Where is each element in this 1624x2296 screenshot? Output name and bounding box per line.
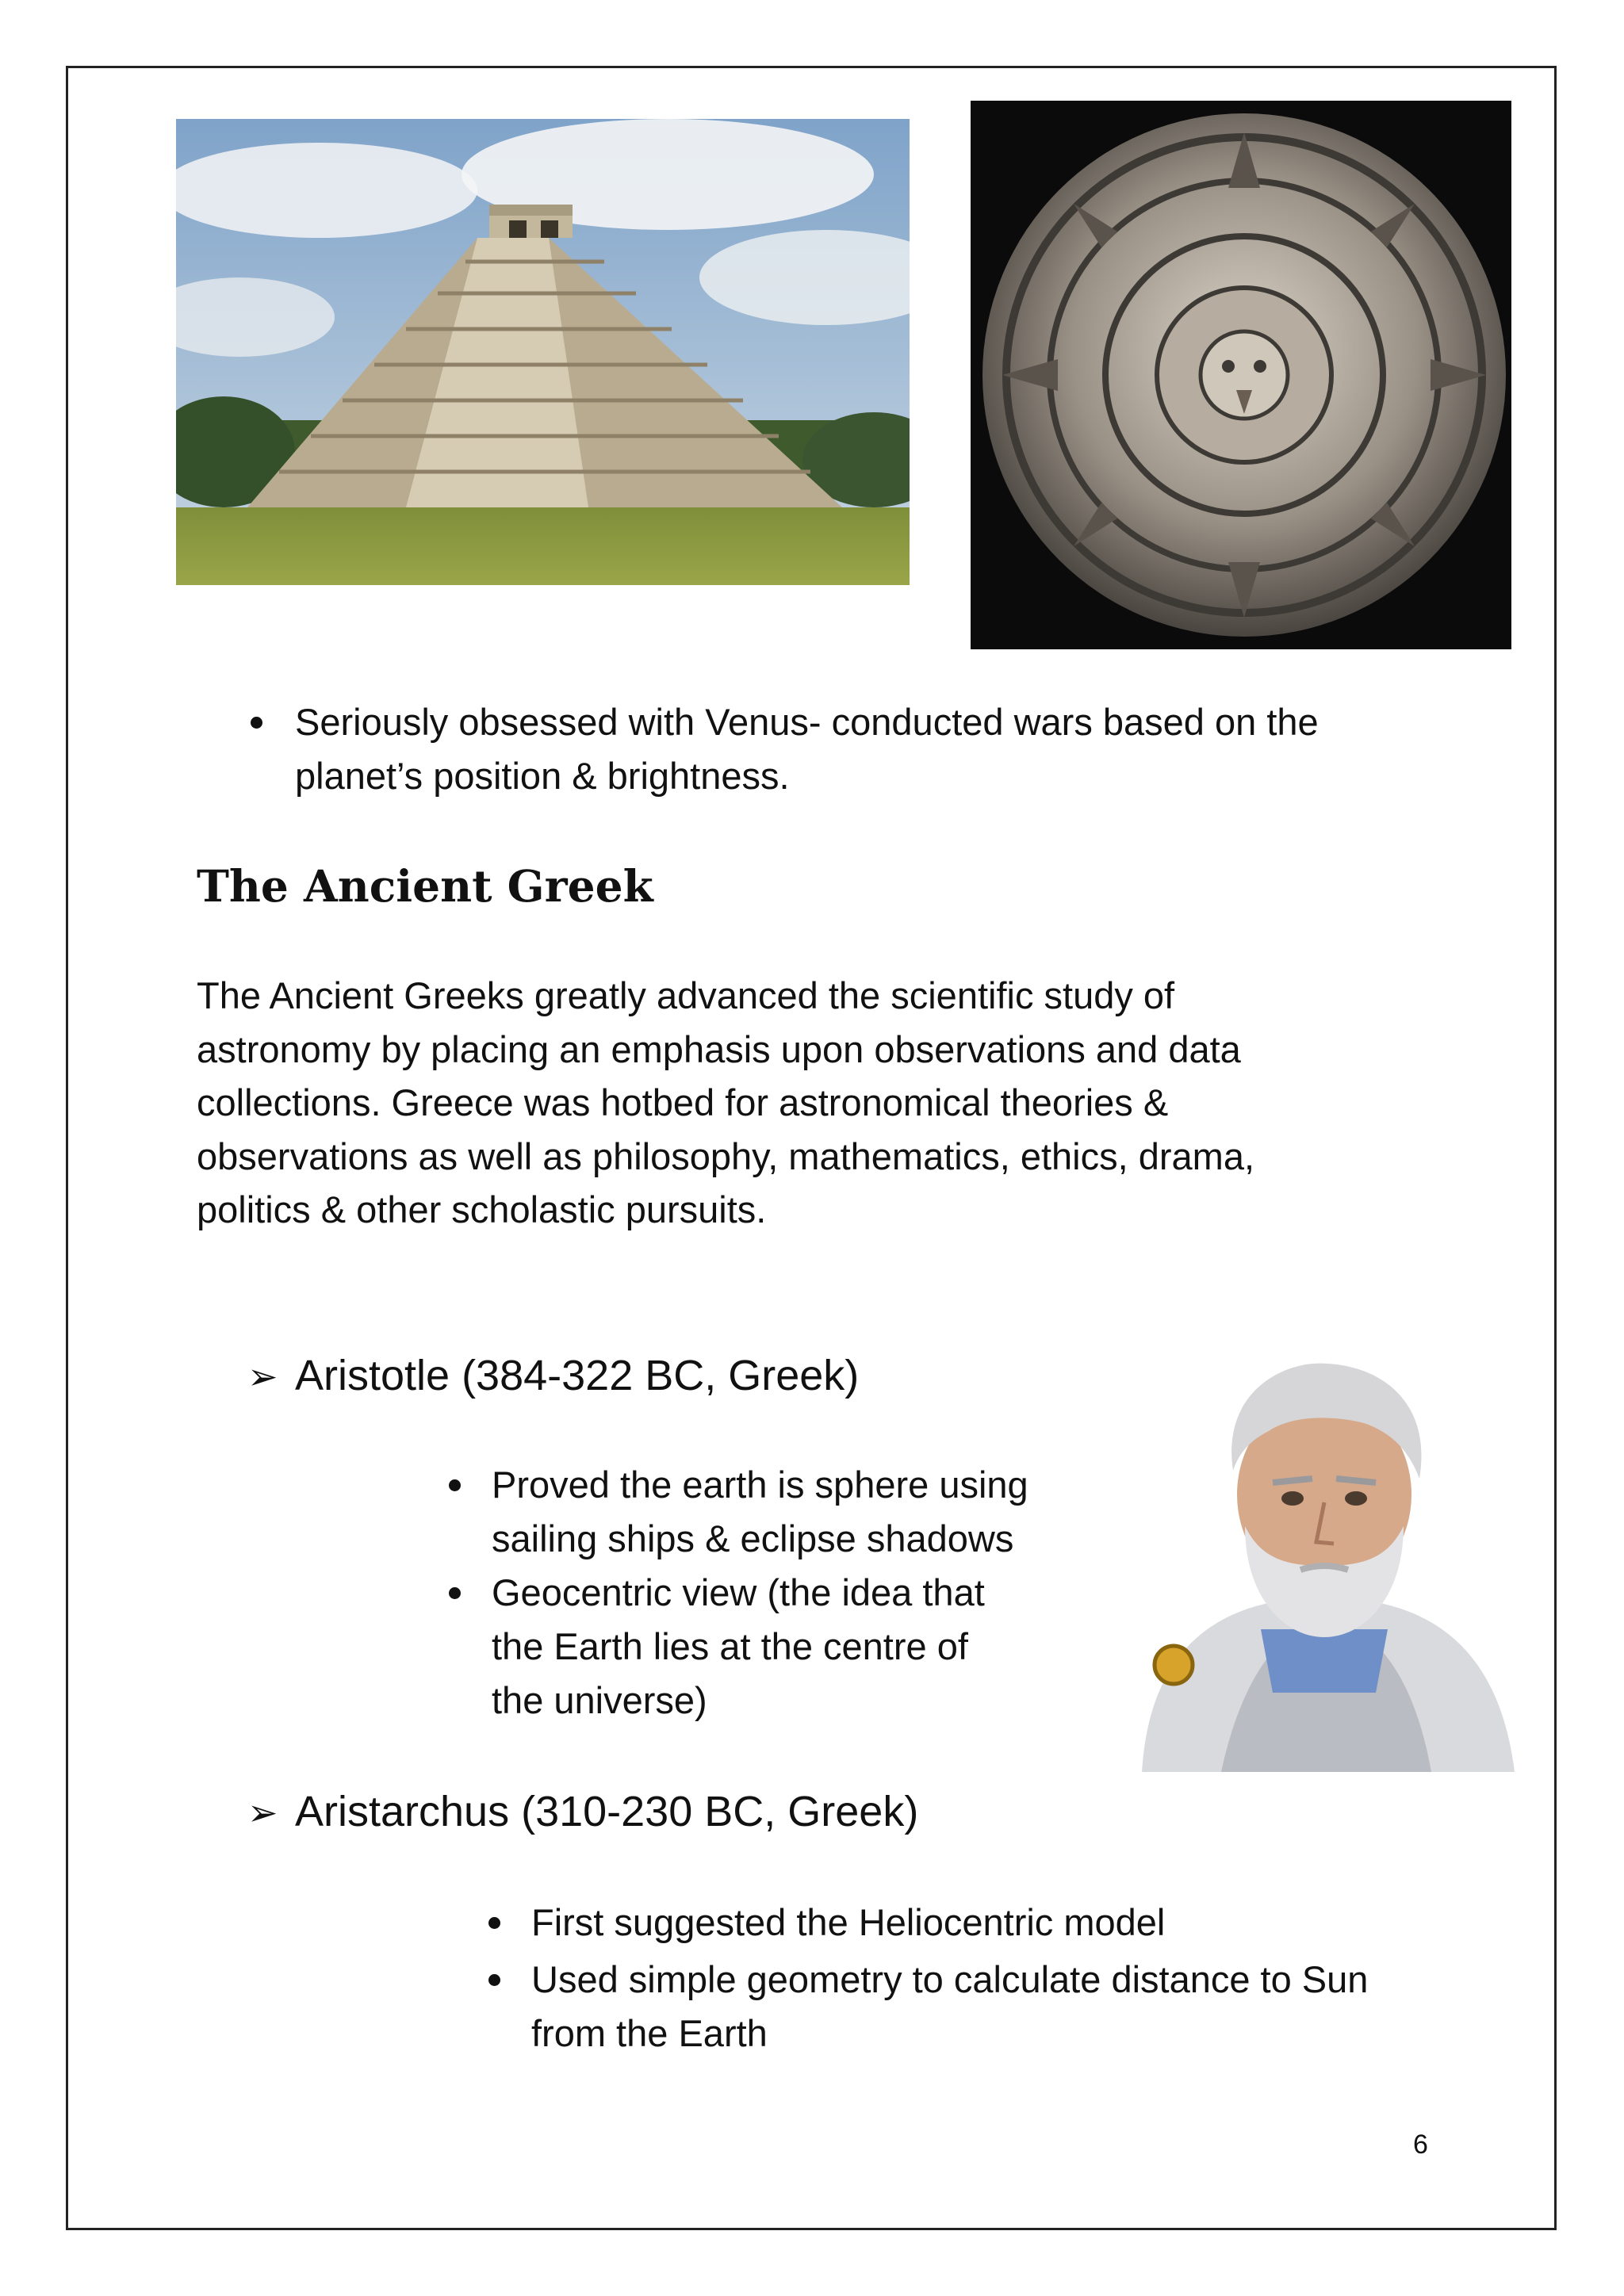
section-heading: The Ancient Greek	[197, 860, 653, 912]
aristarchus-bullet-2	[531, 1953, 1368, 2061]
text-line: observations as well as philosophy, mathematics, ethics, drama,	[197, 1135, 1255, 1177]
text-line: astronomy by placing an emphasis upon observations and data	[197, 1027, 1241, 1070]
aristarchus-heading: Aristarchus (310-230 BC, Greek)	[295, 1788, 919, 1835]
aristotle-bullet-1	[492, 1458, 1028, 1566]
bullet-marker	[449, 1479, 461, 1491]
bullet-marker	[488, 1974, 500, 1986]
text-line: collections. Greece was hotbed for astronomical theories &	[197, 1081, 1169, 1123]
aristotle-bullet-2	[492, 1566, 985, 1728]
aristotle-bust-illustration	[1126, 1360, 1526, 1804]
intro-paragraph	[197, 969, 1465, 1237]
text-line: Geocentric view (the idea that	[492, 1571, 985, 1613]
venus-bullet-text	[295, 695, 1319, 803]
pyramid-photo	[176, 119, 910, 585]
text-line: from the Earth	[531, 2012, 768, 2054]
text-line: First suggested the Heliocentric model	[531, 1901, 1166, 1943]
text-line: sailing ships & eclipse shadows	[492, 1517, 1014, 1559]
aristotle-heading: Aristotle (384-322 BC, Greek)	[295, 1352, 860, 1399]
text-line: Seriously obsessed with Venus- conducted wars based on the	[295, 701, 1319, 743]
bullet-marker	[488, 1917, 500, 1929]
aztec-sun-stone-photo	[971, 101, 1511, 649]
text-line: politics & other scholastic pursuits.	[197, 1188, 767, 1230]
text-line: Used simple geometry to calculate distance to Sun	[531, 1958, 1369, 2000]
text-line: planet’s position & brightness.	[295, 755, 790, 797]
text-line: The Ancient Greeks greatly advanced the scientific study of	[197, 974, 1175, 1016]
arrow-bullet-icon: ➢	[247, 1356, 278, 1397]
arrow-bullet-icon: ➢	[247, 1792, 278, 1833]
text-line: Proved the earth is sphere using	[492, 1464, 1028, 1506]
bullet-marker	[251, 717, 262, 729]
bullet-marker	[449, 1587, 461, 1599]
aristarchus-bullet-1	[531, 1896, 1165, 1950]
text-line: the Earth lies at the centre of	[492, 1625, 968, 1667]
text-line: the universe)	[492, 1679, 707, 1721]
page-number: 6	[1413, 2130, 1428, 2160]
